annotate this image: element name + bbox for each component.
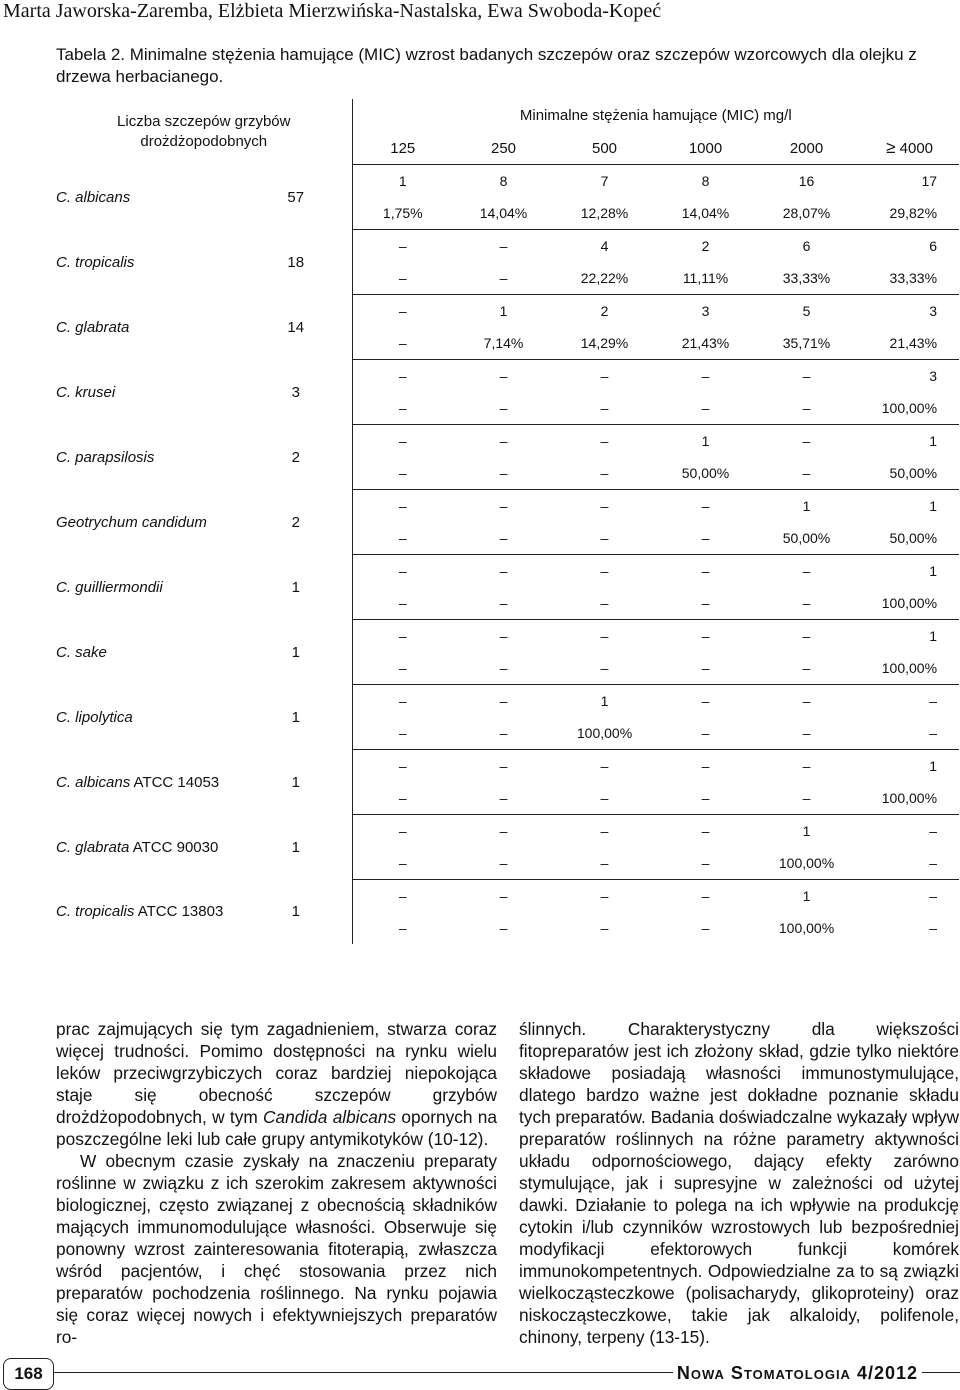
mic-percent-cell: – — [352, 522, 453, 555]
strain-name — [56, 230, 240, 295]
body-column-right — [519, 1018, 959, 1348]
mic-percent-cell: 100,00% — [857, 652, 959, 685]
strain-count-header-line1: Liczba szczepów grzybów — [117, 112, 291, 130]
mic-count-cell: – — [600, 498, 609, 514]
mic-percent-cell: 14,29% — [554, 327, 655, 360]
mic-percent-cell: 33,33% — [756, 262, 857, 295]
strain-name-species: C. glabrata — [56, 318, 130, 336]
mic-count-cell: – — [499, 368, 508, 384]
mic-percent-cell: – — [655, 522, 756, 555]
body-column-left — [56, 1018, 497, 1348]
mic-percent-cell: 35,71% — [756, 327, 857, 360]
mic-count-cell: 6 — [929, 238, 938, 254]
mic-percent-cell: 50,00% — [655, 457, 756, 490]
mic-percent-cell: – — [756, 652, 857, 685]
strain-name-species: C. krusei — [56, 383, 116, 401]
mic-count-cell: – — [701, 823, 710, 839]
mic-table — [56, 99, 959, 944]
page-footer — [0, 1356, 960, 1388]
mic-percent-cell: – — [655, 587, 756, 620]
strain-name — [56, 555, 240, 620]
mic-percent-cell: – — [499, 920, 508, 936]
table-caption: Tabela 2. Minimalne stężenia hamujące (MIC) wzrost badanych szczepów oraz szczepów wzorcowych dla olejku z drzewa herbacianego. — [56, 45, 917, 86]
concentration-value: 125 — [390, 139, 416, 157]
mic-percent-cell: 7,14% — [453, 327, 554, 360]
mic-percent-cell: 100,00% — [756, 847, 857, 880]
mic-count-cell: 16 — [798, 173, 815, 189]
mic-percent-cell: – — [554, 522, 655, 555]
table-row — [56, 230, 959, 263]
mic-percent-cell: 22,22% — [554, 262, 655, 295]
table-row — [56, 360, 959, 393]
paragraph-text: opornych na poszczególne leki lub całe grupy antymikotyków (10-12). — [56, 1107, 497, 1149]
mic-count-cell: – — [802, 693, 811, 709]
mic-percent-cell: – — [756, 587, 857, 620]
mic-percent-cell: – — [352, 262, 453, 295]
mic-count-cell: 1 — [499, 303, 508, 319]
mic-count-cell: – — [398, 628, 407, 644]
mic-count-cell: – — [398, 498, 407, 514]
table-row — [56, 165, 959, 198]
mic-percent-cell: – — [352, 392, 453, 425]
mic-percent-cell: – — [655, 717, 756, 750]
mic-count-cell: – — [701, 888, 710, 904]
mic-count-cell: 2 — [600, 303, 609, 319]
mic-count-cell: 3 — [929, 303, 938, 319]
strain-count: 2 — [240, 425, 352, 490]
mic-percent-cell: 50,00% — [756, 522, 857, 555]
mic-count-cell: 7 — [600, 173, 609, 189]
mic-percent-cell: – — [453, 457, 554, 490]
mic-count-cell: 1 — [929, 563, 938, 579]
mic-count-cell: – — [398, 368, 407, 384]
running-head-authors: Marta Jaworska-Zaremba, Elżbieta Mierzwińska-Nastalska, Ewa Swoboda-Kopeć — [3, 0, 662, 22]
mic-count-cell: – — [499, 888, 508, 904]
mic-count-cell: – — [499, 238, 508, 254]
journal-title: Nowa Stomatologia 4/2012 — [673, 1360, 922, 1386]
mic-percent-cell: – — [756, 782, 857, 815]
concentration-header — [453, 132, 554, 165]
mic-percent-cell: 12,28% — [554, 197, 655, 230]
strain-name-suffix: ATCC 14053 — [130, 773, 220, 791]
mic-percent-cell: – — [655, 652, 756, 685]
mic-count-cell: – — [701, 368, 710, 384]
mic-percent-cell: – — [453, 262, 554, 295]
mic-percent-cell: – — [352, 652, 453, 685]
mic-percent-cell: 14,04% — [453, 197, 554, 230]
mic-percent-cell: – — [453, 522, 554, 555]
mic-percent-cell: 21,43% — [655, 327, 756, 360]
mic-percent-cell: – — [857, 717, 959, 750]
strain-name-suffix: ATCC 13803 — [134, 903, 224, 921]
mic-count-cell: – — [499, 823, 508, 839]
mic-percent-cell: – — [352, 457, 453, 490]
mic-count-cell: 8 — [499, 173, 508, 189]
strain-name-species: C. tropicalis — [56, 903, 135, 921]
mic-count-cell: 1 — [929, 758, 938, 774]
mic-percent-cell: – — [453, 652, 554, 685]
table-row — [56, 490, 959, 523]
table-row — [56, 815, 959, 848]
mic-count-cell: – — [802, 368, 811, 384]
mic-percent-cell: 28,07% — [756, 197, 857, 230]
mic-count-cell: – — [398, 693, 407, 709]
mic-percent-cell: – — [453, 782, 554, 815]
mic-count-cell: – — [802, 433, 811, 449]
strain-count: 3 — [240, 360, 352, 425]
mic-count-cell: – — [701, 693, 710, 709]
mic-count-cell: 1 — [802, 823, 811, 839]
mic-percent-cell: – — [655, 392, 756, 425]
mic-count-cell: – — [398, 238, 407, 254]
table-row — [56, 750, 959, 783]
mic-count-cell: 2 — [701, 238, 710, 254]
strain-name — [56, 685, 240, 750]
mic-percent-cell: 14,04% — [655, 197, 756, 230]
mic-count-cell: – — [499, 693, 508, 709]
mic-count-cell: – — [600, 888, 609, 904]
paragraph-text: prac zajmujących się tym zagadnieniem, stwarza coraz więcej trudności. Pomimo dostępności na rynku wielu leków przeciwgrzybiczych coraz bardziej niepokojąca staje się obecność szczepów grzybów drożdżopodobnych, w tym — [56, 1019, 497, 1127]
paragraph: ślinnych. Charakterystyczny dla większości fitopreparatów jest ich złożony skład, gdzie tylko niektóre składowe posiadają własności immunostymulujące, dlatego bardzo ważne jest dokładne poznanie składu tych preparatów. Badania doświadczalne wykazały wpływ preparatów roślinnych na różne parametry aktywności układu odpornościowego, dający efekty zarówno stymulujące, jak i supresyjne w zależności od użytej dawki. Działanie to polega na ich wpływie na produkcję cytokin i/lub czynników wzrostowych lub bezpośredniej modyfikacji efektorowych funkcji komórek immunokompetentnych. Odpowiedzialne za to są związki wielkocząsteczkowe (polisacharydy, glikoproteiny) oraz niskocząsteczkowe, takie jak alkaloidy, polifenole, chinony, terpeny (13-15). — [519, 1019, 959, 1347]
mic-count-cell: – — [600, 628, 609, 644]
strain-name-species: Geotrychum candidum — [56, 513, 207, 531]
mic-count-cell: – — [499, 498, 508, 514]
strain-name-species: C. lipolytica — [56, 708, 133, 726]
paragraph — [56, 1018, 497, 1150]
mic-count-cell: 1 — [701, 433, 710, 449]
table-row — [56, 880, 959, 913]
strain-count: 1 — [240, 880, 352, 945]
mic-count-cell: 4 — [600, 238, 609, 254]
mic-count-cell: – — [600, 563, 609, 579]
table-row — [56, 425, 959, 458]
strain-name — [56, 165, 240, 230]
mic-percent-cell: – — [554, 847, 655, 880]
strain-count: 1 — [240, 750, 352, 815]
concentration-header — [857, 132, 959, 165]
strain-count: 1 — [240, 815, 352, 880]
mic-percent-cell: – — [352, 587, 453, 620]
mic-count-cell: – — [701, 498, 710, 514]
concentration-header — [756, 132, 857, 165]
mic-percent-cell: – — [600, 920, 609, 936]
strain-name-species: C. parapsilosis — [56, 448, 155, 466]
mic-percent-cell: 100,00% — [857, 392, 959, 425]
mic-count-cell: 1 — [802, 888, 811, 904]
strain-name — [56, 490, 240, 555]
mic-count-cell: 1 — [929, 498, 938, 514]
mic-percent-cell: – — [554, 392, 655, 425]
concentration-value: 500 — [592, 139, 618, 157]
mic-count-cell: – — [701, 758, 710, 774]
mic-percent-cell: 100,00% — [554, 717, 655, 750]
mic-percent-cell: – — [929, 920, 938, 936]
mic-count-cell: 1 — [929, 628, 938, 644]
strain-name-species: C. tropicalis — [56, 253, 135, 271]
strain-name-suffix: ATCC 90030 — [129, 838, 219, 856]
strain-name-species: C. guilliermondii — [56, 578, 163, 596]
mic-count-cell: 1 — [802, 498, 811, 514]
mic-count-cell: 3 — [929, 368, 938, 384]
mic-count-cell: 8 — [701, 173, 710, 189]
strain-count: 57 — [240, 165, 352, 230]
mic-percent-cell: – — [701, 920, 710, 936]
mic-count-cell: – — [499, 433, 508, 449]
mic-percent-cell: 21,43% — [857, 327, 959, 360]
mic-count-cell: – — [398, 758, 407, 774]
paragraph: W obecnym czasie zyskały na znaczeniu preparaty roślinne w związku z ich szerokim zakresem aktywności biologicznej, często związanej z obecnością składników mających immunomodulujące własności. Obserwuje się ponowny wzrost zainteresowania fitoterapią, zwłaszcza wśród pacjentów, i chęć stosowania przez nich preparatów pochodzenia roślinnego. Na rynku pojawia się coraz więcej nowych i efektywniejszych preparatów ro- — [56, 1151, 497, 1347]
mic-count-cell: 5 — [802, 303, 811, 319]
mic-count-cell: – — [929, 823, 938, 839]
mic-count-cell: – — [929, 888, 938, 904]
mic-percent-cell: – — [352, 327, 453, 360]
mic-count-cell: 3 — [701, 303, 710, 319]
mic-percent-cell: – — [352, 717, 453, 750]
strain-count: 18 — [240, 230, 352, 295]
mic-count-cell: – — [600, 758, 609, 774]
strain-name — [56, 620, 240, 685]
mic-percent-cell: – — [756, 392, 857, 425]
strain-name — [56, 295, 240, 360]
strain-name — [56, 425, 240, 490]
mic-percent-cell: – — [352, 847, 453, 880]
mic-count-cell: – — [802, 758, 811, 774]
concentration-value: 250 — [491, 139, 517, 157]
strain-name-species: C. albicans — [56, 188, 131, 206]
strain-name-species: C. glabrata — [56, 838, 130, 856]
mic-percent-cell: – — [398, 920, 407, 936]
mic-count-cell: – — [600, 433, 609, 449]
strain-name — [56, 360, 240, 425]
mic-percent-cell: – — [453, 587, 554, 620]
mic-count-cell: – — [398, 823, 407, 839]
mic-percent-cell: 1,75% — [352, 197, 453, 230]
mic-count-cell: – — [398, 888, 407, 904]
strain-count: 14 — [240, 295, 352, 360]
mic-percent-cell: 11,11% — [655, 262, 756, 295]
mic-count-cell: 1 — [600, 693, 609, 709]
mic-count-cell: 17 — [921, 173, 938, 189]
page-number: 168 — [3, 1358, 54, 1390]
mic-count-cell: – — [929, 693, 938, 709]
mic-percent-cell: – — [756, 717, 857, 750]
strain-count: 1 — [240, 620, 352, 685]
mic-percent-cell: 50,00% — [857, 457, 959, 490]
table-row — [56, 295, 959, 328]
mic-percent-cell: – — [756, 457, 857, 490]
mic-count-cell: – — [499, 563, 508, 579]
mic-percent-cell: 100,00% — [857, 587, 959, 620]
mic-percent-cell: 100,00% — [857, 782, 959, 815]
strain-count-header-line2: drożdżopodobnych — [140, 132, 268, 150]
mic-percent-cell: 33,33% — [857, 262, 959, 295]
mic-count-cell: – — [701, 628, 710, 644]
concentration-value: 1000 — [688, 139, 723, 157]
mic-percent-cell: – — [453, 392, 554, 425]
strain-name — [56, 880, 240, 945]
mic-percent-cell: – — [655, 847, 756, 880]
strain-count: 1 — [240, 685, 352, 750]
mic-percent-cell: – — [655, 782, 756, 815]
mic-count-cell: 6 — [802, 238, 811, 254]
mic-count-cell: – — [701, 563, 710, 579]
strain-name-species: C. albicans — [56, 773, 131, 791]
mic-count-cell: 1 — [929, 433, 938, 449]
mic-count-cell: – — [499, 758, 508, 774]
table-row — [56, 555, 959, 588]
table-row — [56, 620, 959, 653]
table-row — [56, 685, 959, 718]
mic-header: Minimalne stężenia hamujące (MIC) mg/l — [519, 107, 792, 124]
concentration-value: 2000 — [789, 139, 824, 157]
mic-percent-cell: 50,00% — [857, 522, 959, 555]
concentration-header — [352, 132, 453, 165]
strain-count: 2 — [240, 490, 352, 555]
paragraph-italic-text: Candida albicans — [263, 1107, 397, 1127]
strain-count-header — [56, 99, 352, 165]
concentration-header — [655, 132, 756, 165]
mic-count-cell: – — [499, 628, 508, 644]
mic-percent-cell: 29,82% — [857, 197, 959, 230]
mic-percent-cell: – — [857, 847, 959, 880]
mic-percent-cell: – — [352, 782, 453, 815]
geq-symbol: ≥ — [886, 138, 896, 157]
mic-count-cell: 1 — [398, 173, 407, 189]
strain-count: 1 — [240, 555, 352, 620]
mic-percent-cell: – — [554, 782, 655, 815]
mic-count-cell: – — [398, 303, 407, 319]
mic-count-cell: – — [600, 823, 609, 839]
mic-count-cell: – — [398, 563, 407, 579]
concentration-header — [554, 132, 655, 165]
strain-name — [56, 815, 240, 880]
mic-percent-cell: – — [554, 652, 655, 685]
strain-name-species: C. sake — [56, 643, 107, 661]
strain-name — [56, 750, 240, 815]
mic-count-cell: – — [802, 563, 811, 579]
mic-percent-cell: – — [453, 717, 554, 750]
mic-percent-cell: – — [554, 457, 655, 490]
mic-percent-cell: – — [554, 587, 655, 620]
mic-count-cell: – — [600, 368, 609, 384]
mic-percent-cell: 100,00% — [778, 920, 835, 936]
concentration-value: 4000 — [899, 140, 934, 157]
mic-percent-cell: – — [453, 847, 554, 880]
mic-count-cell: – — [398, 433, 407, 449]
mic-count-cell: – — [802, 628, 811, 644]
